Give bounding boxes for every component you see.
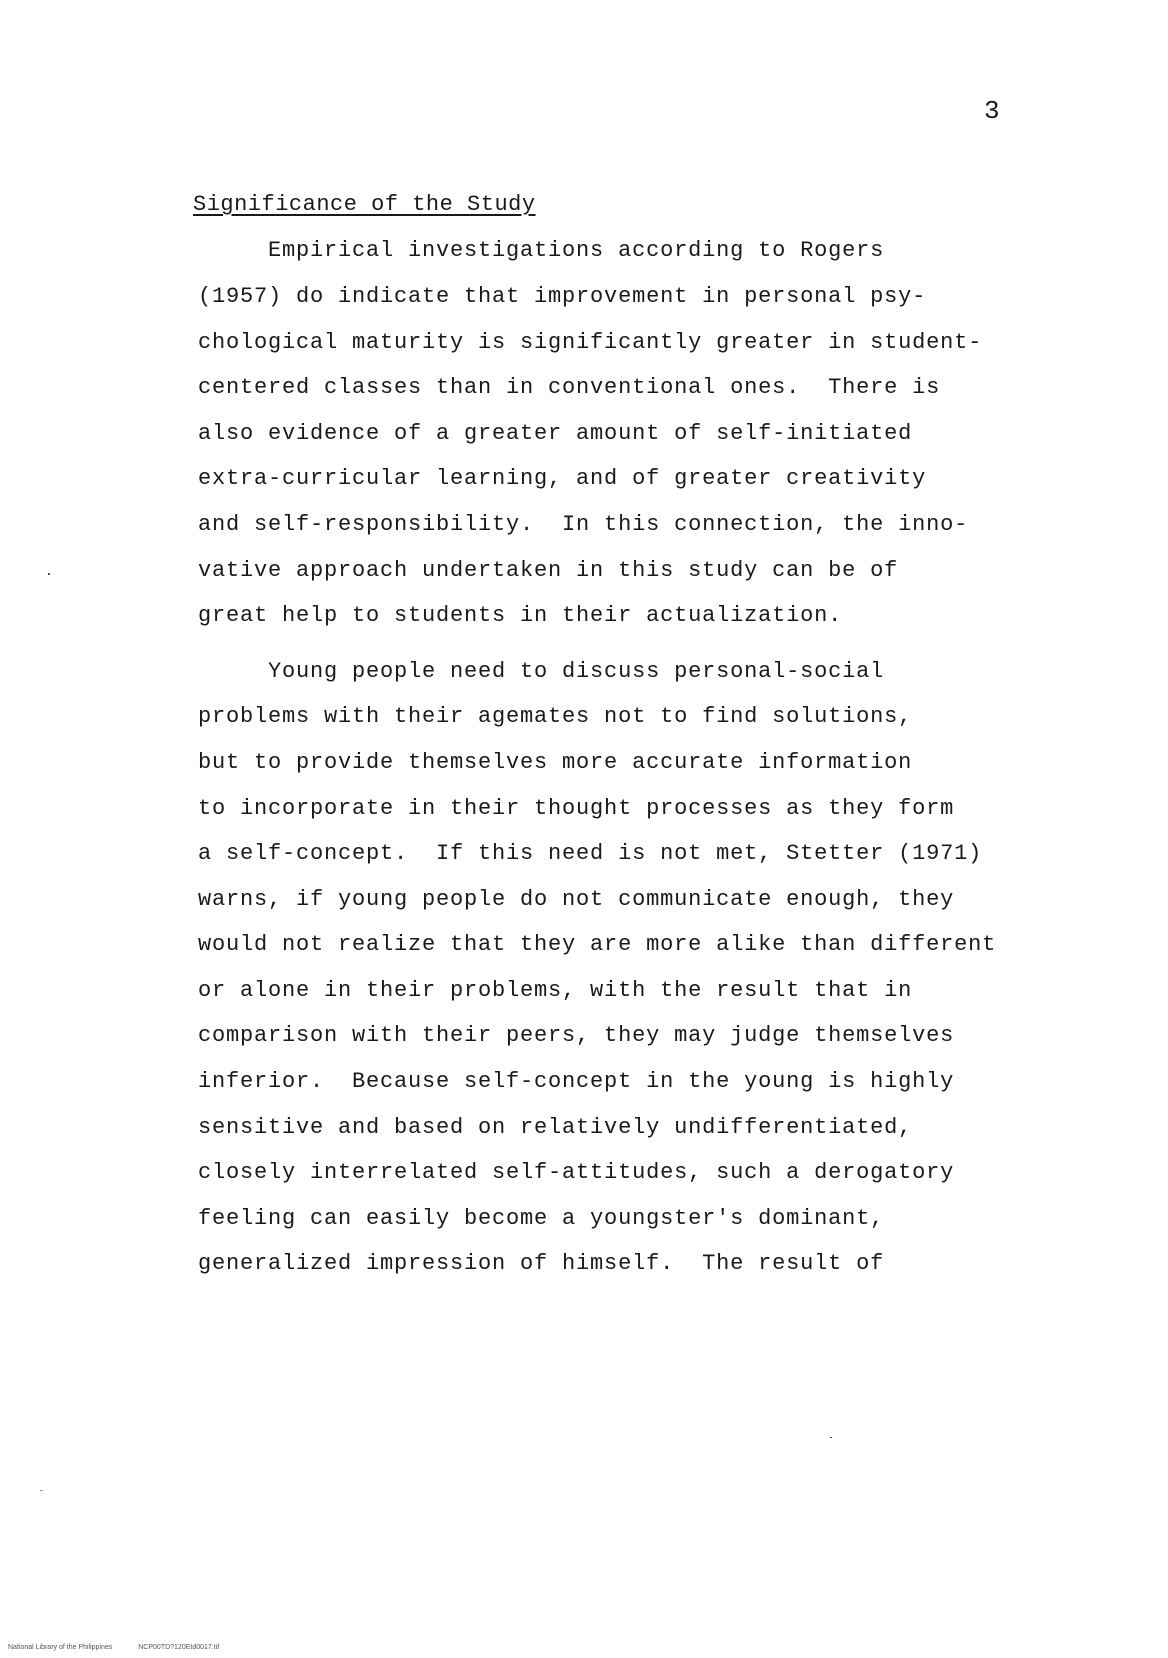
- paragraph-2-line: Young people need to discuss personal-social: [198, 659, 885, 684]
- paragraph-2-line: comparison with their peers, they may judge themselves: [198, 1023, 955, 1048]
- paragraph-1-line: great help to students in their actualization.: [198, 603, 843, 628]
- paragraph-2-line: but to provide themselves more accurate information: [198, 750, 913, 775]
- paragraph-1-line: also evidence of a greater amount of self-initiated: [198, 421, 913, 446]
- paragraph-1-line: and self-responsibility. In this connection, the inno-: [198, 512, 969, 537]
- paragraph-2-line: a self-concept. If this need is not met, Stetter (1971): [198, 841, 983, 866]
- paragraph-1-line: chological maturity is significantly greater in student-: [198, 330, 983, 355]
- scan-speck: [48, 573, 50, 575]
- footer-library: National Library of the Philippines: [8, 1644, 113, 1651]
- scan-speck: [40, 1490, 43, 1491]
- scan-speck: [830, 1437, 832, 1438]
- paragraph-2-line: problems with their agemates not to find solutions,: [198, 704, 913, 729]
- paragraph-1-line: extra-curricular learning, and of greater creativity: [198, 466, 927, 491]
- page-number: 3: [984, 96, 1000, 126]
- paragraph-2-line: or alone in their problems, with the result that in: [198, 978, 913, 1003]
- paragraph-2-line: generalized impression of himself. The result of: [198, 1251, 885, 1276]
- scan-footer: [8, 1644, 243, 1651]
- paragraph-2-line: inferior. Because self-concept in the young is highly: [198, 1069, 955, 1094]
- paragraph-2-line: closely interrelated self-attitudes, such a derogatory: [198, 1160, 955, 1185]
- section-heading: Significance of the Study: [193, 192, 536, 217]
- footer-file-id: NCP00TD?120Etd0017.tif: [138, 1644, 220, 1651]
- paragraph-2-line: warns, if young people do not communicate enough, they: [198, 887, 955, 912]
- paragraph-2-line: sensitive and based on relatively undifferentiated,: [198, 1115, 913, 1140]
- paragraph-1-line: centered classes than in conventional ones. There is: [198, 375, 941, 400]
- paragraph-1-line: (1957) do indicate that improvement in personal psy-: [198, 284, 927, 309]
- paragraph-1-line: Empirical investigations according to Rogers: [198, 238, 885, 263]
- paragraph-1-line: vative approach undertaken in this study can be of: [198, 558, 899, 583]
- paragraph-2-line: would not realize that they are more alike than different: [198, 932, 997, 957]
- paragraph-2-line: to incorporate in their thought processes as they form: [198, 796, 955, 821]
- paragraph-2-line: feeling can easily become a youngster's dominant,: [198, 1206, 885, 1231]
